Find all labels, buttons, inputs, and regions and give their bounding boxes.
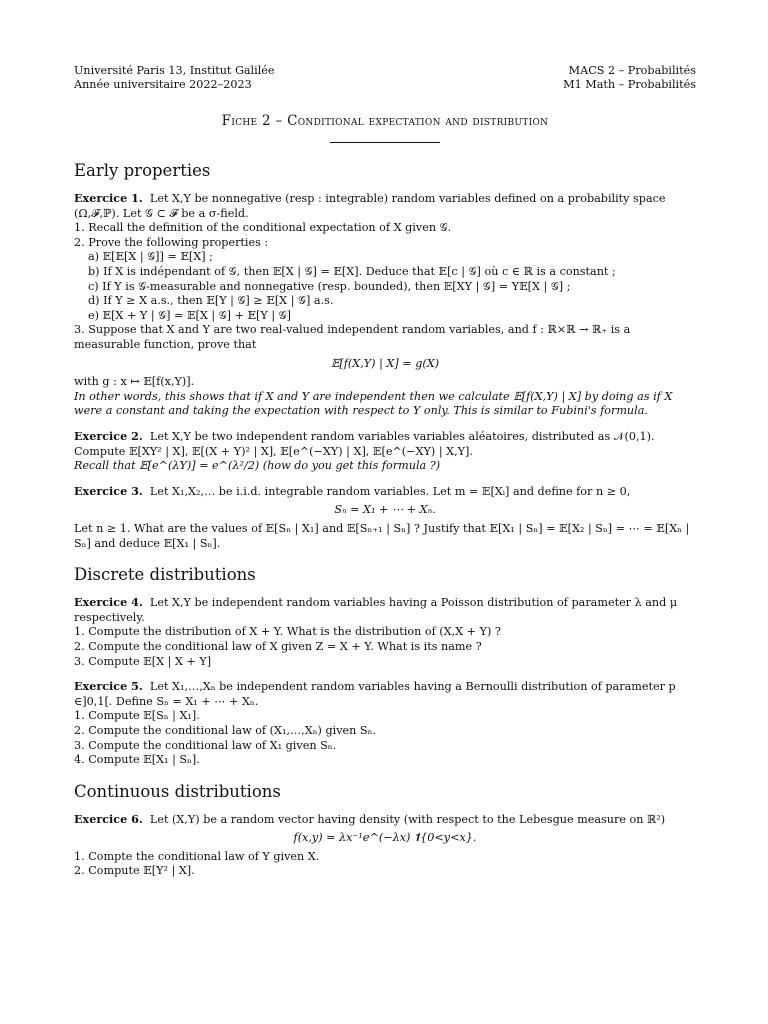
ex1-q3: 3. Suppose that X and Y are two real-valued independent random variables, and f : ℝ×ℝ → ℝ₊ is a measurable function, prove that bbox=[74, 323, 631, 352]
ex6-q2: 2. Compute 𝔼[Y² | X]. bbox=[74, 864, 195, 878]
ex2-intro: Let X,Y be two independent random variables variables aléatoires, distributed as 𝒩(0,1). bbox=[149, 430, 655, 443]
exercise-5 bbox=[74, 679, 696, 768]
exercise-6 bbox=[74, 812, 696, 879]
ex5-q3: 3. Compute the conditional law of X₁ given Sₙ. bbox=[74, 738, 337, 752]
page-title: Fiche 2 – Conditional expectation and distribution bbox=[221, 113, 549, 129]
ex4-lead: Exercice 4. bbox=[74, 595, 143, 610]
ex1-q2: 2. Prove the following properties : bbox=[74, 235, 269, 249]
ex3-formula: Sₙ = X₁ + ⋯ + Xₙ. bbox=[334, 503, 436, 517]
ex1-lead: Exercice 1. bbox=[74, 191, 143, 206]
academic-year: Année universitaire 2022–2023 bbox=[74, 78, 252, 91]
ex3-rest: Let n ≥ 1. What are the values of 𝔼[Sₙ | X₁] and 𝔼[Sₙ₊₁ | Sₙ] ? Justify that 𝔼[X₁ | Sₙ] = 𝔼[X₂ | Sₙ] = ⋯ = 𝔼[Xₙ | Sₙ] and deduce 𝔼[X₁ | Sₙ]. bbox=[74, 521, 690, 550]
ex5-q4: 4. Compute 𝔼[X₁ | Sₙ]. bbox=[74, 753, 200, 767]
exercise-2 bbox=[74, 429, 696, 474]
ex1-q1: 1. Recall the definition of the conditional expectation of X given 𝒢. bbox=[74, 221, 452, 235]
header bbox=[74, 64, 696, 92]
title-rule bbox=[330, 142, 440, 144]
ex1-d: d) If Y ≥ X a.s., then 𝔼[Y | 𝒢] ≥ 𝔼[X | 𝒢] a.s. bbox=[88, 294, 334, 308]
ex6-q1: 1. Compte the conditional law of Y given X. bbox=[74, 849, 320, 863]
ex5-intro: Let X₁,…,Xₙ be independent random variables having a Bernoulli distribution of parameter p ∈]0,1[. Define Sₙ = X₁ + ⋯ + Xₙ. bbox=[74, 680, 676, 708]
ex4-q3: 3. Compute 𝔼[X | X + Y] bbox=[74, 654, 212, 668]
ex1-formula: 𝔼[f(X,Y) | X] = g(X) bbox=[330, 356, 440, 370]
ex4-q1: 1. Compute the distribution of X + Y. What is the distribution of (X,X + Y) ? bbox=[74, 625, 501, 639]
section-continuous-distributions: Continuous distributions bbox=[74, 781, 281, 801]
ex4-intro: Let X,Y be independent random variables having a Poisson distribution of parameter λ and μ respectively. bbox=[74, 596, 678, 624]
course-macs: MACS 2 – Probabilités bbox=[568, 64, 696, 77]
ex5-q1: 1. Compute 𝔼[Sₙ | X₁]. bbox=[74, 709, 200, 723]
exercise-1 bbox=[74, 191, 696, 419]
exercise-3 bbox=[74, 484, 696, 551]
ex6-intro: Let (X,Y) be a random vector having density (with respect to the Lebesgue measure on ℝ²) bbox=[149, 812, 666, 826]
ex1-with: with g : x ↦ 𝔼[f(x,Y)]. bbox=[74, 375, 195, 389]
section-discrete-distributions: Discrete distributions bbox=[74, 565, 256, 585]
ex5-q2: 2. Compute the conditional law of (X₁,…,Xₙ) given Sₙ. bbox=[74, 723, 376, 737]
ex1-c: c) If Y is 𝒢-measurable and nonnegative (resp. bounded), then 𝔼[XY | 𝒢] = Y𝔼[X | 𝒢] ; bbox=[88, 279, 571, 293]
ex2-recall: Recall that 𝔼[e^(λY)] = e^(λ²/2) (how do you get this formula ?) bbox=[74, 459, 441, 473]
ex4-q2: 2. Compute the conditional law of X given Z = X + Y. What is its name ? bbox=[74, 639, 482, 653]
exercise-4 bbox=[74, 595, 696, 669]
ex3-intro: Let X₁,X₂,… be i.i.d. integrable random variables. Let m = 𝔼[Xᵢ] and define for n ≥ 0, bbox=[149, 484, 631, 498]
ex6-lead: Exercice 6. bbox=[74, 811, 143, 826]
ex1-intro: Let X,Y be nonnegative (resp : integrable) random variables defined on a probability space (Ω,𝓕,ℙ). Let 𝒢 ⊂ 𝓕 be a σ-field. bbox=[74, 192, 666, 220]
ex1-a: a) 𝔼[𝔼[X | 𝒢]] = 𝔼[X] ; bbox=[88, 250, 213, 264]
university-name: Université Paris 13, Institut Galilée bbox=[74, 64, 275, 77]
ex5-lead: Exercice 5. bbox=[74, 679, 143, 694]
ex1-b: b) If X is indépendant of 𝒢, then 𝔼[X | 𝒢] = 𝔼[X]. Deduce that 𝔼[c | 𝒢] où c ∈ ℝ is a constant ; bbox=[88, 265, 616, 279]
ex2-compute: Compute 𝔼[XY² | X], 𝔼[(X + Y)² | X], 𝔼[e^(−XY) | X], 𝔼[e^(−XY) | X,Y]. bbox=[74, 444, 473, 458]
page bbox=[74, 64, 696, 879]
ex1-e: e) 𝔼[X + Y | 𝒢] = 𝔼[X | 𝒢] + 𝔼[Y | 𝒢] bbox=[88, 308, 292, 322]
section-early-properties: Early properties bbox=[74, 161, 211, 181]
course-m1: M1 Math – Probabilités bbox=[563, 78, 696, 91]
ex6-formula: f(x,y) = λx⁻¹e^(−λx) 𝟏{0<y<x}. bbox=[293, 831, 477, 845]
ex2-lead: Exercice 2. bbox=[74, 429, 143, 443]
ex3-lead: Exercice 3. bbox=[74, 483, 143, 498]
ex1-remark: In other words, this shows that if X and Y are independent then we calculate 𝔼[f(X,Y) | X] by doing as if X were a constant and taking the expectation with respect to Y only. This is similar to Fubini's formula. bbox=[74, 389, 673, 418]
